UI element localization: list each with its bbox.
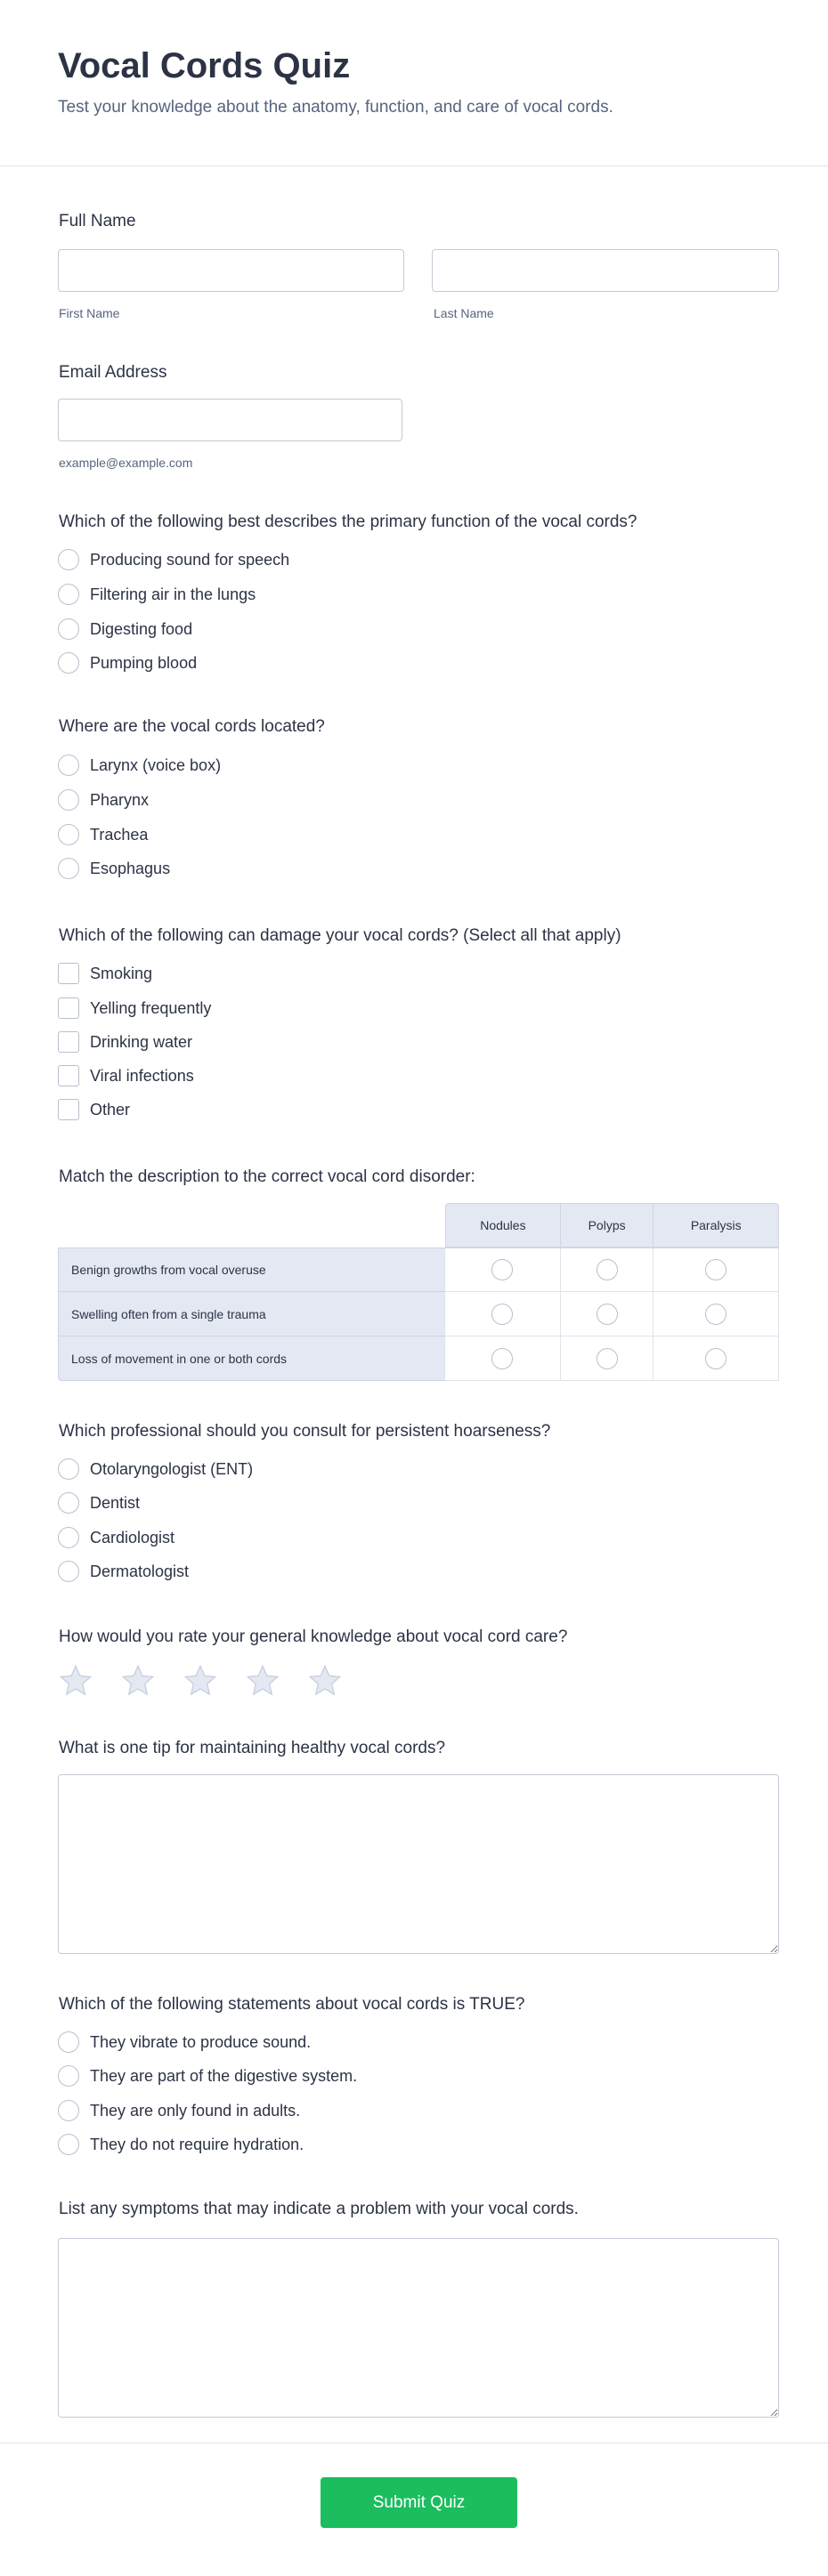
q3-option[interactable] xyxy=(58,1063,194,1088)
radio-button[interactable] xyxy=(58,549,79,570)
radio-button[interactable] xyxy=(597,1304,618,1325)
email-input[interactable] xyxy=(58,399,402,441)
radio-button[interactable] xyxy=(705,1348,727,1369)
option-label: Producing sound for speech xyxy=(90,550,290,569)
radio-button[interactable] xyxy=(705,1259,727,1280)
q2-option[interactable] xyxy=(58,753,221,778)
option-label: They vibrate to produce sound. xyxy=(90,2032,312,2051)
star-icon[interactable] xyxy=(307,1663,343,1699)
radio-button[interactable] xyxy=(58,824,79,845)
matrix-column-header: Polyps xyxy=(561,1203,654,1248)
q3-option[interactable] xyxy=(58,961,152,986)
q3-label: Which of the following can damage your vocal cords? (Select all that apply) xyxy=(59,926,621,945)
option-label: Filtering air in the lungs xyxy=(90,585,256,603)
page-title: Vocal Cords Quiz xyxy=(58,46,351,85)
option-label: Otolaryngologist (ENT) xyxy=(90,1459,254,1478)
checkbox[interactable] xyxy=(58,963,79,984)
radio-button[interactable] xyxy=(491,1304,513,1325)
radio-button[interactable] xyxy=(58,2031,79,2053)
radio-button[interactable] xyxy=(58,858,79,879)
radio-button[interactable] xyxy=(58,1492,79,1514)
checkbox[interactable] xyxy=(58,997,79,1019)
matrix-corner xyxy=(58,1203,445,1248)
checkbox[interactable] xyxy=(58,1065,79,1086)
q8-label: Which of the following statements about vocal cords is TRUE? xyxy=(59,1995,525,2014)
matrix-row xyxy=(58,1336,779,1381)
option-label: They are only found in adults. xyxy=(90,2101,301,2120)
star-icon[interactable] xyxy=(183,1663,218,1699)
checkbox[interactable] xyxy=(58,1099,79,1120)
option-label: They do not require hydration. xyxy=(90,2135,304,2153)
radio-button[interactable] xyxy=(58,618,79,640)
radio-button[interactable] xyxy=(58,2100,79,2121)
radio-button[interactable] xyxy=(58,2134,79,2155)
matrix-column-header: Nodules xyxy=(445,1203,561,1248)
radio-button[interactable] xyxy=(58,789,79,811)
q8-option[interactable] xyxy=(58,2063,357,2088)
full-name-label: Full Name xyxy=(59,212,136,230)
q1-option[interactable] xyxy=(58,650,197,675)
option-label: Pumping blood xyxy=(90,653,198,672)
first-name-sublabel: First Name xyxy=(59,306,120,320)
star-icon[interactable] xyxy=(58,1663,93,1699)
star-rating[interactable] xyxy=(58,1663,343,1699)
q7-label: What is one tip for maintaining healthy vocal cords? xyxy=(59,1739,446,1757)
radio-button[interactable] xyxy=(491,1348,513,1369)
radio-button[interactable] xyxy=(58,1561,79,1582)
q8-option[interactable] xyxy=(58,2030,311,2055)
option-label: Esophagus xyxy=(90,859,171,877)
star-icon[interactable] xyxy=(120,1663,156,1699)
radio-button[interactable] xyxy=(597,1348,618,1369)
q1-option[interactable] xyxy=(58,617,192,642)
q6-label: How would you rate your general knowledge about vocal cord care? xyxy=(59,1627,568,1646)
matrix-row-label: Loss of movement in one or both cords xyxy=(58,1336,445,1381)
matrix-row-label: Benign growths from vocal overuse xyxy=(58,1248,445,1292)
email-hint: example@example.com xyxy=(59,456,193,470)
first-name-input[interactable] xyxy=(58,249,404,292)
option-label: Pharynx xyxy=(90,790,150,809)
radio-button[interactable] xyxy=(58,755,79,776)
option-label: Digesting food xyxy=(90,619,193,638)
option-label: Other xyxy=(90,1100,131,1118)
q1-option[interactable] xyxy=(58,582,256,607)
option-label: Larynx (voice box) xyxy=(90,755,222,774)
last-name-input[interactable] xyxy=(432,249,779,292)
radio-button[interactable] xyxy=(491,1259,513,1280)
option-label: They are part of the digestive system. xyxy=(90,2066,358,2085)
page-subtitle: Test your knowledge about the anatomy, function, and care of vocal cords. xyxy=(58,98,613,117)
star-icon[interactable] xyxy=(245,1663,280,1699)
option-label: Drinking water xyxy=(90,1032,193,1051)
email-label: Email Address xyxy=(59,363,167,382)
option-label: Trachea xyxy=(90,825,149,844)
matrix-row xyxy=(58,1292,779,1336)
option-label: Dentist xyxy=(90,1493,141,1512)
q5-option[interactable] xyxy=(58,1525,175,1550)
radio-button[interactable] xyxy=(58,584,79,605)
option-label: Smoking xyxy=(90,964,153,982)
q2-option[interactable] xyxy=(58,822,148,847)
tip-textarea[interactable] xyxy=(58,1774,779,1954)
radio-button[interactable] xyxy=(58,2065,79,2087)
q3-option[interactable] xyxy=(58,1097,130,1122)
q3-option[interactable] xyxy=(58,996,211,1021)
radio-button[interactable] xyxy=(58,652,79,674)
q2-option[interactable] xyxy=(58,787,149,812)
submit-button[interactable]: Submit Quiz xyxy=(321,2477,517,2528)
radio-button[interactable] xyxy=(58,1527,79,1548)
matrix-row-label: Swelling often from a single trauma xyxy=(58,1292,445,1336)
q5-option[interactable] xyxy=(58,1457,253,1482)
q2-label: Where are the vocal cords located? xyxy=(59,717,325,736)
option-label: Yelling frequently xyxy=(90,998,212,1017)
option-label: Viral infections xyxy=(90,1066,194,1085)
option-label: Cardiologist xyxy=(90,1528,175,1546)
q9-label: List any symptoms that may indicate a problem with your vocal cords. xyxy=(59,2200,579,2218)
q5-option[interactable] xyxy=(58,1559,189,1584)
last-name-sublabel: Last Name xyxy=(434,306,494,320)
matrix-column-header: Paralysis xyxy=(653,1203,779,1248)
checkbox[interactable] xyxy=(58,1031,79,1053)
matrix-row xyxy=(58,1248,779,1292)
matrix-table xyxy=(58,1203,779,1381)
radio-button[interactable] xyxy=(705,1304,727,1325)
q8-option[interactable] xyxy=(58,2132,304,2157)
q5-option[interactable] xyxy=(58,1490,140,1515)
symptoms-textarea[interactable] xyxy=(58,2238,779,2418)
radio-button[interactable] xyxy=(597,1259,618,1280)
q3-option[interactable] xyxy=(58,1030,192,1054)
q4-label: Match the description to the correct vocal cord disorder: xyxy=(59,1167,475,1186)
q8-option[interactable] xyxy=(58,2098,300,2123)
q2-option[interactable] xyxy=(58,856,170,881)
option-label: Dermatologist xyxy=(90,1562,190,1580)
radio-button[interactable] xyxy=(58,1458,79,1480)
q5-label: Which professional should you consult for persistent hoarseness? xyxy=(59,1422,551,1441)
q1-label: Which of the following best describes the primary function of the vocal cords? xyxy=(59,513,637,531)
q1-option[interactable] xyxy=(58,547,289,572)
